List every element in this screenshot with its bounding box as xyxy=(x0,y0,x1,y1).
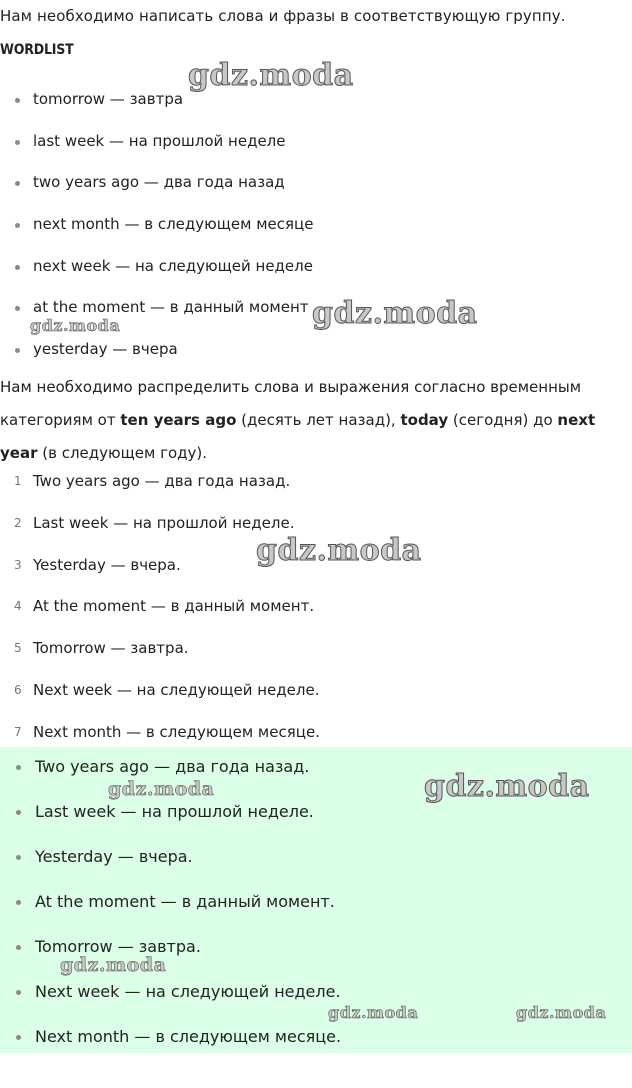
watermark: gdz.moda xyxy=(188,58,354,93)
watermark: gdz.moda xyxy=(312,296,478,331)
instruction-paragraph xyxy=(0,371,630,470)
item-number: 7 xyxy=(14,724,22,739)
answer-list xyxy=(0,756,341,1071)
answer-item: At the moment — в данный момент. xyxy=(0,891,341,936)
list-item xyxy=(0,470,320,512)
answer-item: Last week — на прошлой неделе. xyxy=(0,801,341,846)
paragraph-text: (сегодня) до xyxy=(448,411,558,429)
list-item xyxy=(0,554,320,596)
list-item: two years ago — два года назад xyxy=(0,171,313,213)
intro-text: Нам необходимо написать слова и фразы в соответствующую группу. xyxy=(0,7,566,25)
answer-box xyxy=(0,747,632,1053)
item-text: Tomorrow — завтра. xyxy=(33,639,189,658)
item-text: Next month — в следующем месяце. xyxy=(33,722,320,741)
item-number: 2 xyxy=(14,515,22,530)
answer-item: Yesterday — вчера. xyxy=(0,846,341,891)
list-item: yesterday — вчера xyxy=(0,338,313,380)
watermark: gdz.moda xyxy=(30,316,121,335)
paragraph-bold: ten years ago xyxy=(120,411,237,429)
answer-item: Next week — на следующей неделе. xyxy=(0,981,341,1026)
list-item xyxy=(0,637,320,679)
list-item xyxy=(0,512,320,554)
list-item xyxy=(0,595,320,637)
watermark: gdz.moda xyxy=(328,1003,419,1022)
answer-item: Next month — в следующем месяце. xyxy=(0,1026,341,1071)
list-item: next month — в следующем месяце xyxy=(0,213,313,255)
ordered-list xyxy=(0,470,320,763)
item-number: 4 xyxy=(14,599,22,614)
wordlist-heading: WORDLIST xyxy=(0,42,74,58)
item-text: Last week — на прошлой неделе. xyxy=(33,513,295,532)
paragraph-bold: today xyxy=(400,411,449,429)
watermark: gdz.moda xyxy=(108,778,215,800)
item-number: 1 xyxy=(14,474,22,488)
watermark: gdz.moda xyxy=(60,954,167,976)
answer-item: Two years ago — два года назад. xyxy=(0,756,341,801)
watermark: gdz.moda xyxy=(256,533,422,568)
item-number: 6 xyxy=(14,682,22,697)
watermark: gdz.moda xyxy=(424,769,590,804)
list-item: at the moment — в данный момент xyxy=(0,296,313,338)
wordlist xyxy=(0,88,313,380)
paragraph-bold: next year xyxy=(0,411,596,462)
item-text: Two years ago — два года назад. xyxy=(33,472,291,490)
item-text: Next week — на следующей неделе. xyxy=(33,680,320,699)
item-number: 3 xyxy=(14,557,22,572)
item-text: At the moment — в данный момент. xyxy=(33,597,315,616)
list-item: next week — на следующей неделе xyxy=(0,255,313,297)
paragraph-text: (в следующем году). xyxy=(37,444,208,462)
list-item xyxy=(0,679,320,721)
paragraph-text: Нам необходимо распределить слова и выражения согласно временным категориям от xyxy=(0,378,582,429)
watermark: gdz.moda xyxy=(516,1003,607,1022)
item-text: Yesterday — вчера. xyxy=(33,555,181,574)
item-number: 5 xyxy=(14,641,22,656)
list-item: last week — на прошлой неделе xyxy=(0,130,313,172)
list-item: tomorrow — завтра xyxy=(0,88,313,130)
answer-item: Tomorrow — завтра. xyxy=(0,936,341,981)
paragraph-text: (десять лет назад), xyxy=(236,411,401,429)
